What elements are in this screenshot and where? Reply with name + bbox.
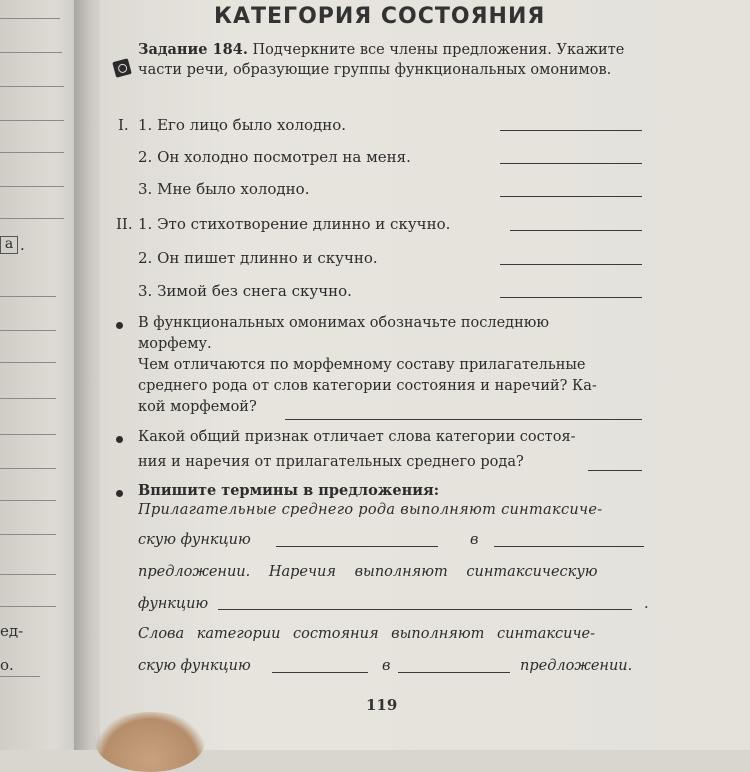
italic-line-4: функцию: [138, 596, 209, 612]
sentence-text: 1. Его лицо было холодно.: [138, 116, 347, 134]
line: [0, 500, 56, 501]
left-dot: .: [20, 236, 25, 254]
bullet-icon: [116, 490, 123, 497]
line: [0, 186, 64, 187]
answer-blank[interactable]: [500, 196, 642, 197]
answer-blank[interactable]: [494, 546, 644, 547]
left-ed: ед-: [0, 622, 24, 640]
answer-blank[interactable]: [272, 672, 368, 673]
italic-line-2a: скую функцию: [138, 532, 251, 548]
answer-blank[interactable]: [285, 419, 642, 420]
text-line: среднего рода от слов категории состояния и наречий? Ка-: [138, 378, 597, 394]
line: [0, 534, 56, 535]
text-line: Чем отличаются по морфемному составу прилагательные: [138, 357, 586, 373]
text-line: ния и наречия от прилагательных среднего рода?: [138, 454, 524, 470]
previous-page: [0, 0, 78, 750]
line: [0, 398, 56, 399]
italic-line-2b: в: [470, 532, 479, 548]
italic-line-5: Слова категории состояния выполняют синтаксиче-: [138, 626, 596, 642]
sentence-1-2: 2. Он холодно посмотрел на меня.: [138, 148, 411, 166]
line: [0, 18, 60, 19]
letter-box: а: [0, 236, 18, 254]
sentence-1-1: [138, 116, 346, 134]
italic-line-4-end: .: [644, 596, 649, 612]
answer-blank[interactable]: [588, 470, 642, 471]
task-number: Задание 184.: [138, 41, 248, 58]
answer-blank[interactable]: [500, 297, 642, 298]
answer-blank[interactable]: [510, 230, 642, 231]
line: [0, 676, 40, 677]
sentence-2-3: 3. Зимой без снега скучно.: [138, 282, 352, 300]
sentence-1-3: 3. Мне было холодно.: [138, 180, 310, 198]
finger-shadow: [95, 712, 205, 772]
page-number: 119: [366, 696, 398, 714]
group-2-roman: II.: [116, 215, 133, 233]
line: [0, 86, 64, 87]
sentence-2-1: 1. Это стихотворение длинно и скучно.: [138, 215, 451, 233]
answer-blank[interactable]: [218, 609, 632, 610]
left-o: о.: [0, 656, 14, 674]
text-line: кой морфемой?: [138, 399, 257, 415]
line: [0, 606, 56, 607]
italic-line-1: Прилагательные среднего рода выполняют синтаксиче-: [138, 502, 603, 518]
bullet-icon: [116, 322, 123, 329]
answer-blank[interactable]: [276, 546, 438, 547]
line: [0, 52, 62, 53]
line: [0, 574, 56, 575]
line: [0, 218, 64, 219]
text-line: В функциональных омонимах обозначьте последнюю: [138, 315, 550, 331]
bullet-icon: [116, 436, 123, 443]
bullet-2-text: [138, 427, 648, 473]
bullet-3-text: Впишите термины в предложения:: [138, 482, 440, 499]
italic-line-6a: скую функцию: [138, 658, 251, 674]
group-1-roman: I.: [118, 116, 129, 134]
text-line: Какой общий признак отличает слова категории состоя-: [138, 429, 576, 445]
answer-blank[interactable]: [398, 672, 510, 673]
line: [0, 330, 56, 331]
line: [0, 152, 64, 153]
task-text: Подчеркните все члены предложения. Укажите части речи, образующие группы функциональных омонимов.: [138, 42, 625, 78]
task-instructions: [138, 40, 648, 80]
line: [0, 434, 56, 435]
line: [0, 468, 56, 469]
italic-line-6c: предложении.: [520, 658, 633, 674]
sentence-2-2: 2. Он пишет длинно и скучно.: [138, 249, 378, 267]
bullet-1-text: [138, 313, 648, 418]
italic-line-3: предложении. Наречия выполняют синтаксическую: [138, 564, 598, 580]
answer-blank[interactable]: [500, 264, 642, 265]
italic-line-6b: в: [382, 658, 391, 674]
line: [0, 362, 56, 363]
answer-blank[interactable]: [500, 130, 642, 131]
answer-blank[interactable]: [500, 163, 642, 164]
page-title: КАТЕГОРИЯ СОСТОЯНИЯ: [214, 4, 546, 29]
text-line: морфему.: [138, 336, 212, 352]
line: [0, 296, 56, 297]
line: [0, 120, 64, 121]
